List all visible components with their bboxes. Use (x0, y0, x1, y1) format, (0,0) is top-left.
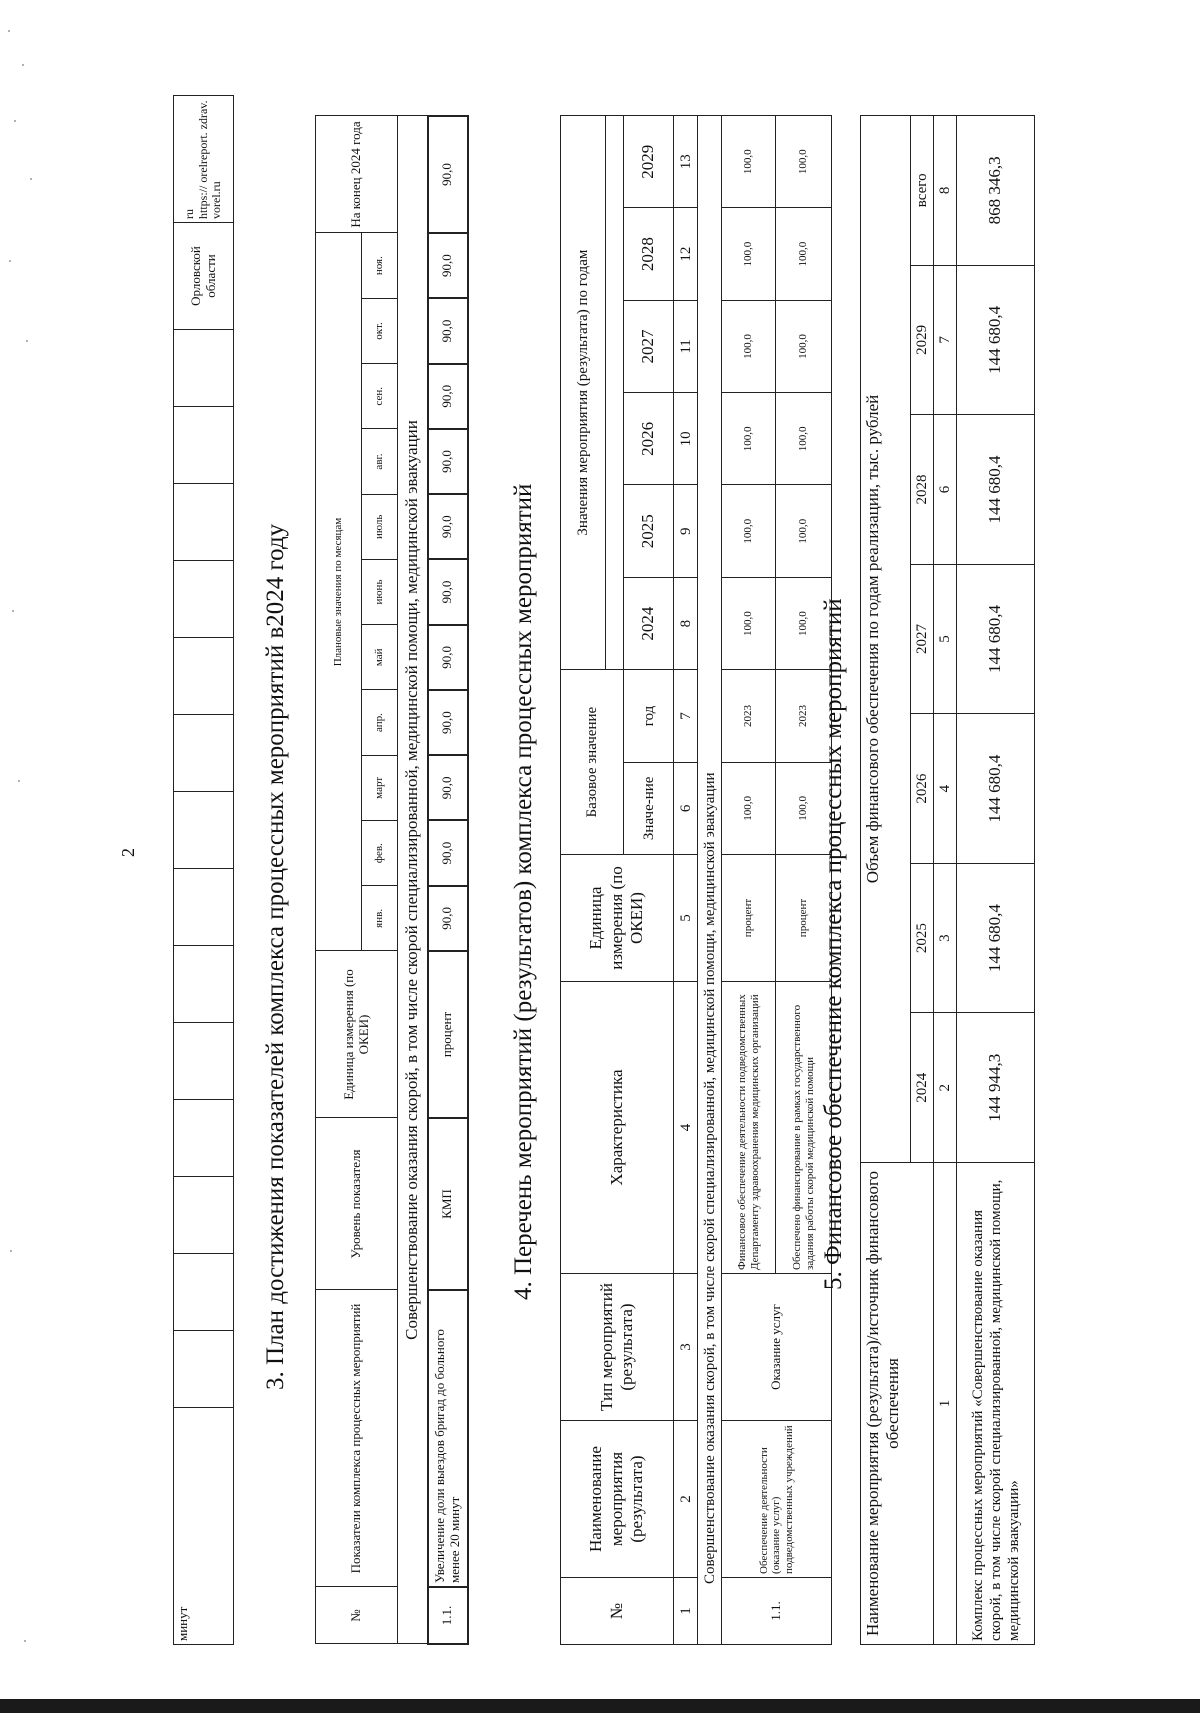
s3-row-value-7: 90,0 (428, 494, 468, 559)
s5-colnum-3: 3 (934, 863, 957, 1013)
s4-sub1-value-2026: 100,0 (722, 393, 776, 485)
s5-row-name: Комплекс процессных мероприятий «Совершенствование оказания скорой, в том числе скорой специализированной, медицинской помощи, медицинской эвакуации» (957, 1163, 1035, 1645)
s5-colnum-2: 2 (934, 1013, 957, 1163)
minutes-cell: минут (174, 1408, 234, 1645)
s5-value-2028: 144 680,4 (957, 415, 1035, 565)
s3-group-row: Совершенствование оказания скорой, в том числе скорой специализированной, медицинской помощи, медицинской эвакуации (398, 116, 428, 1644)
s4-sub1-value-2029: 100,0 (722, 116, 776, 208)
s4-sub1-value-2028: 100,0 (722, 208, 776, 300)
s3-row-value-11: 90,0 (428, 233, 468, 298)
region-cell: Орловской области (174, 223, 234, 330)
s4-sub2-value-2026: 100,0 (776, 393, 832, 485)
s5-year-2026: 2026 (911, 714, 934, 864)
s4-sub1-value-2027: 100,0 (722, 300, 776, 392)
s4-year-2026: 2026 (624, 393, 674, 485)
url-line-3: vorel.ru (209, 181, 224, 219)
s3-row-indicator: Увеличение доли выездов бригад до больного менее 20 минут (428, 1290, 468, 1587)
url-line-1: ru (181, 209, 196, 219)
s3-month-3: март (362, 755, 398, 820)
section-4-table (560, 115, 832, 1645)
s4-sub2-unit: процент (776, 855, 832, 982)
s5-header-name: Наименование мероприятия (результата)/источник финансового обеспечения (861, 1163, 934, 1645)
s4-header-characteristic: Характеристика (561, 982, 674, 1274)
s5-year-2024: 2024 (911, 1013, 934, 1163)
s4-header-base-year: год (624, 670, 674, 762)
s3-month-9: сен. (362, 364, 398, 429)
s5-colnum-8: 8 (934, 116, 957, 266)
s3-row-num: 1.1. (428, 1587, 468, 1644)
s4-sub1-base-year: 2023 (722, 670, 776, 762)
s5-year-2025: 2025 (911, 863, 934, 1013)
s5-year-2029: 2029 (911, 265, 934, 415)
s4-sub2-value-2025: 100,0 (776, 485, 832, 577)
s4-colnum-4: 4 (674, 982, 698, 1274)
s3-month-4: апр. (362, 690, 398, 755)
s4-sub2-base-value: 100,0 (776, 762, 832, 854)
s4-group-row: Совершенствование оказания скорой, в том числе скорой специализированной, медицинской помощи, медицинской эвакуации (698, 116, 722, 1645)
s3-row-end: 90,0 (428, 116, 468, 233)
s3-row-value-4: 90,0 (428, 690, 468, 755)
page-number: 2 (118, 848, 138, 857)
s4-header-by-years: Значения мероприятия (результата) по годам (561, 116, 606, 670)
s3-month-10: окт. (362, 298, 398, 363)
s3-row-value-5: 90,0 (428, 625, 468, 690)
s4-sub2-value-2028: 100,0 (776, 208, 832, 300)
s4-colnum-7: 7 (674, 670, 698, 762)
s4-sub1-value-2024: 100,0 (722, 577, 776, 669)
s3-row-value-8: 90,0 (428, 429, 468, 494)
s4-colnum-6: 6 (674, 762, 698, 854)
s4-sub2-characteristic: Обеспечено финансирование в рамках государственного задания работы скорой медицинской помощи (776, 982, 832, 1274)
s3-row-value-1: 90,0 (428, 886, 468, 951)
s4-sub1-unit: процент (722, 855, 776, 982)
s3-row-value-3: 90,0 (428, 755, 468, 820)
s4-colnum-10: 10 (674, 393, 698, 485)
s3-header-unit: Единица измерения (по ОКЕИ) (316, 951, 398, 1118)
s5-year-2027: 2027 (911, 564, 934, 714)
s5-header-total: всего (911, 116, 934, 266)
s4-row-type: Оказание услуг (722, 1274, 832, 1421)
section-3-table (315, 115, 469, 1645)
s4-sub1-characteristic: Финансовое обеспечение деятельности подведомственных Департаменту здравоохранения медицинских организаций (722, 982, 776, 1274)
s3-header-num: № (316, 1587, 398, 1644)
s3-row-value-9: 90,0 (428, 364, 468, 429)
s4-sub2-value-2024: 100,0 (776, 577, 832, 669)
s4-colnum-12: 12 (674, 208, 698, 300)
s4-row-num: 1.1. (722, 1578, 832, 1645)
s4-header-unit: Единица измерения (по ОКЕИ) (561, 855, 674, 982)
s4-header-type: Тип мероприятий (результата) (561, 1274, 674, 1421)
s4-row-name: Обеспечение деятельности (оказание услуг) подведомственных учреждений (722, 1421, 832, 1578)
s4-sub1-base-value: 100,0 (722, 762, 776, 854)
s3-row-level: КМП (428, 1118, 468, 1290)
s4-year-2029: 2029 (624, 116, 674, 208)
s3-row-unit: процент (428, 951, 468, 1118)
s5-value-2029: 144 680,4 (957, 265, 1035, 415)
s4-colnum-11: 11 (674, 300, 698, 392)
s4-sub2-base-year: 2023 (776, 670, 832, 762)
s4-sub2-value-2027: 100,0 (776, 300, 832, 392)
s3-month-2: фев. (362, 820, 398, 885)
s3-month-7: июль (362, 494, 398, 559)
url-cell[interactable] (174, 96, 234, 223)
s4-year-2028: 2028 (624, 208, 674, 300)
s3-row-value-10: 90,0 (428, 298, 468, 363)
s4-header-base-value: Значе-ние (624, 762, 674, 854)
s4-colnum-3: 3 (674, 1274, 698, 1421)
s3-header-level: Уровень показателя (316, 1118, 398, 1290)
section-4-title: 4. Перечень мероприятий (результатов) комплекса процессных мероприятий (510, 483, 537, 1300)
s5-header-volume: Объем финансового обеспечения по годам реализации, тыс. рублей (861, 116, 911, 1163)
s3-row-value-6: 90,0 (428, 559, 468, 624)
s3-header-indicator: Показатели комплекса процессных мероприятий (316, 1290, 398, 1587)
s4-colnum-5: 5 (674, 855, 698, 982)
section-3-title: 3. План достижения показателей комплекса процессных мероприятий в2024 году (262, 523, 289, 1390)
s3-month-11: ноя. (362, 233, 398, 298)
s4-header-base: Базовое значение (561, 670, 624, 855)
s4-header-num: № (561, 1578, 674, 1645)
s5-value-2024: 144 944,3 (957, 1013, 1035, 1163)
s3-header-monthly: Плановые значения по месяцам (316, 233, 362, 951)
s3-month-8: авг. (362, 429, 398, 494)
s4-sub2-value-2029: 100,0 (776, 116, 832, 208)
s4-year-2024: 2024 (624, 577, 674, 669)
s4-year-2025: 2025 (624, 485, 674, 577)
s5-value-2025: 144 680,4 (957, 863, 1035, 1013)
s5-year-2028: 2028 (911, 415, 934, 565)
s3-month-6: июнь (362, 559, 398, 624)
s5-value-total: 868 346,3 (957, 116, 1035, 266)
s4-colnum-1: 1 (674, 1578, 698, 1645)
url-line-2: https:// orelreport. zdrav. (195, 100, 210, 219)
s5-colnum-5: 5 (934, 564, 957, 714)
s4-colnum-13: 13 (674, 116, 698, 208)
s5-value-2026: 144 680,4 (957, 714, 1035, 864)
s4-colnum-9: 9 (674, 485, 698, 577)
s5-value-2027: 144 680,4 (957, 564, 1035, 714)
continued-table (173, 95, 234, 1645)
s3-month-1: янв. (362, 886, 398, 951)
s4-sub1-value-2025: 100,0 (722, 485, 776, 577)
page-bottom-edge (0, 1699, 1200, 1713)
s5-colnum-7: 7 (934, 265, 957, 415)
s4-header-name: Наименование мероприятия (результата) (561, 1421, 674, 1578)
s3-row-value-2: 90,0 (428, 820, 468, 885)
s3-month-5: май (362, 625, 398, 690)
s3-header-end: На конец 2024 года (316, 116, 398, 233)
s4-colnum-8: 8 (674, 577, 698, 669)
s5-colnum-6: 6 (934, 415, 957, 565)
s5-colnum-4: 4 (934, 714, 957, 864)
section-5-table (860, 115, 1035, 1645)
s4-colnum-2: 2 (674, 1421, 698, 1578)
s4-year-2027: 2027 (624, 300, 674, 392)
section-5-title: 5. Финансовое обеспечение комплекса процессных мероприятий (820, 598, 847, 1290)
s5-colnum-1: 1 (934, 1163, 957, 1645)
